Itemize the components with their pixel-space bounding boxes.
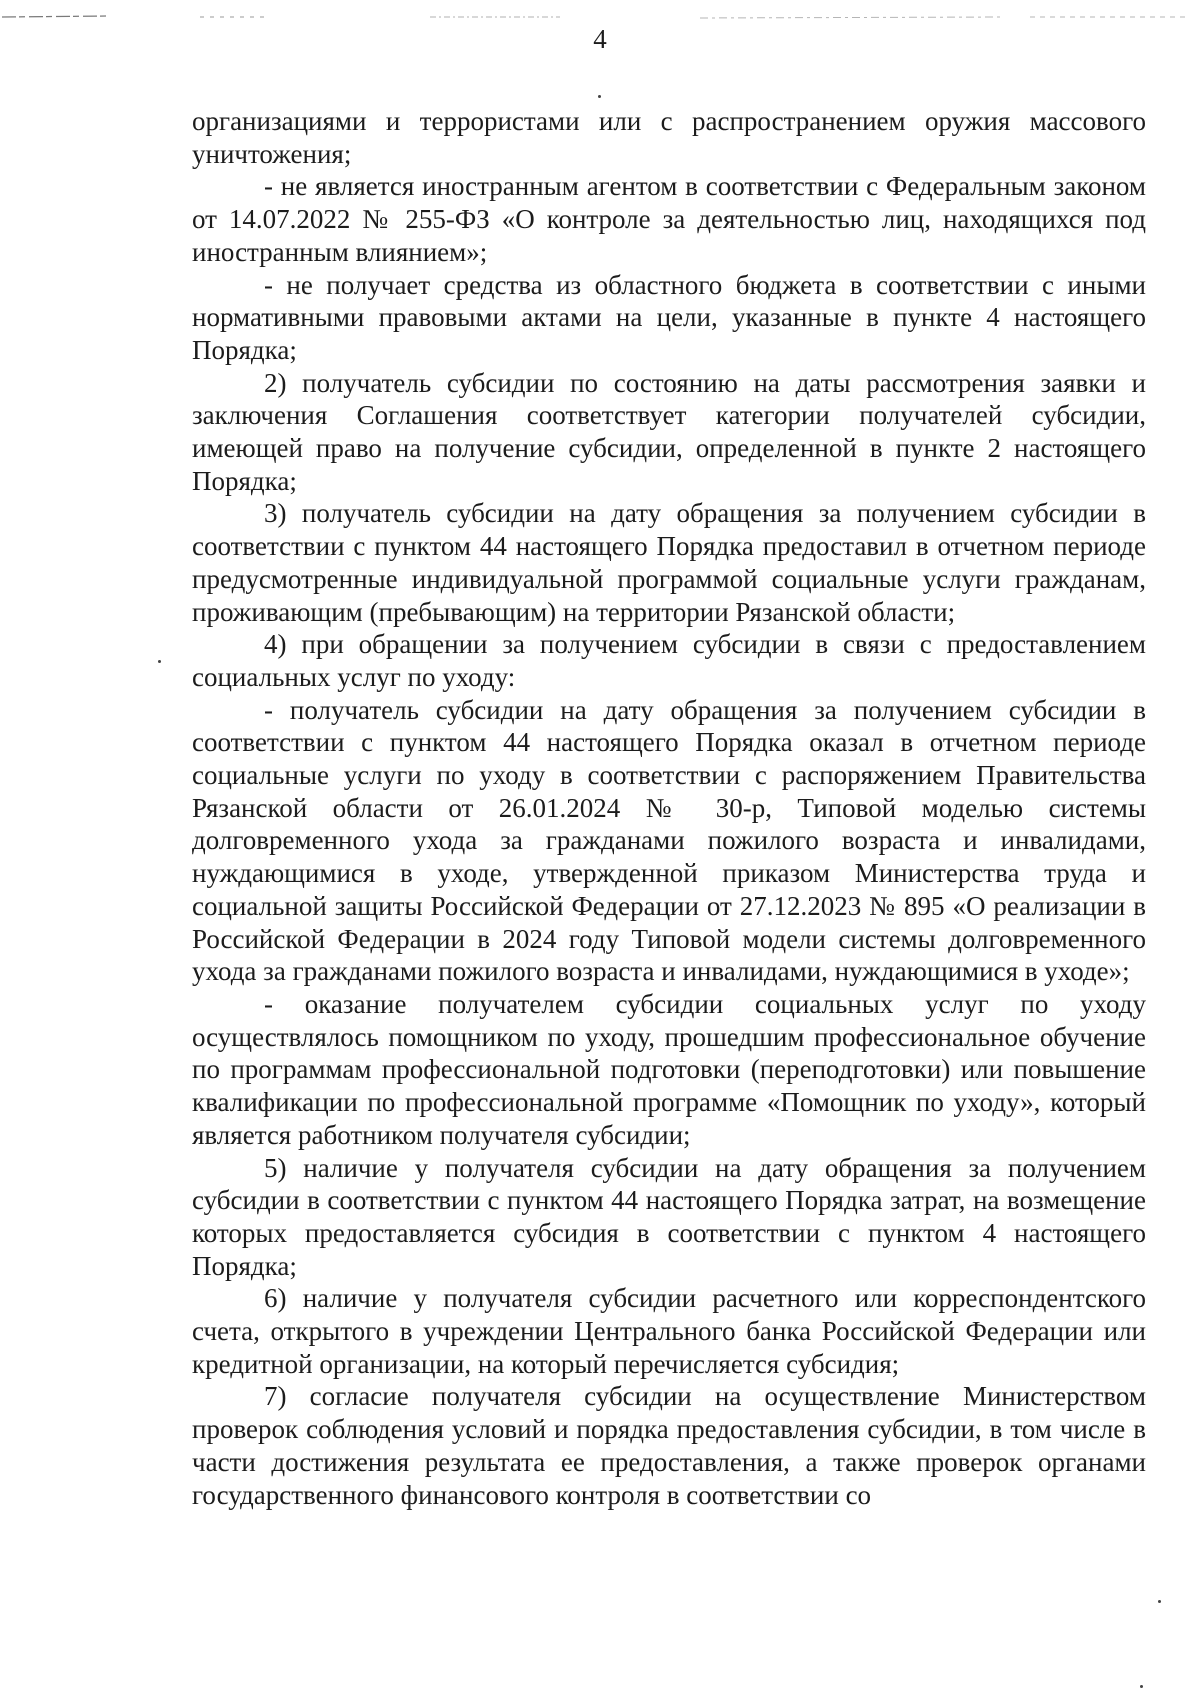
scan-dot: [158, 660, 161, 663]
paragraph-no-regional-funds: - не получает средства из областного бюджета в соответствии с иными нормативными правовыми актами на цели, указанные в пункте 4 настоящего Порядка;: [192, 269, 1146, 365]
paragraph-item-4-care-assistant: - оказание получателем субсидии социальных услуг по уходу осуществлялось помощником по уходу, прошедшим профессиональное обучение по программам профессиональной подготовки (переподготовки) или повышение квалификации по профессиональной программе «Помощник по уходу», который является работником получателя субсидии;: [192, 988, 1146, 1150]
paragraph-item-7: 7) согласие получателя субсидии на осуществление Министерством проверок соблюдения условий и порядка предоставления субсидии, в том числе в части достижения результата ее предоставления, а также проверок органами государственного финансового контроля в соответствии со: [192, 1381, 1146, 1510]
scan-dot: [1140, 1685, 1143, 1688]
scan-dot: [1158, 1600, 1161, 1603]
paragraph-item-3: 3) получатель субсидии на дату обращения за получением субсидии в соответствии с пунктом 44 настоящего Порядка предоставил в отчетном периоде предусмотренные индивидуальной программой социальные услуги гражданам, проживающим (пребывающим) на территории Рязанской области;: [192, 498, 1146, 627]
paragraph-item-6: 6) наличие у получателя субсидии расчетного или корреспондентского счета, открытого в учреждении Центрального банка Российской Федерации или кредитной организации, на который перечисляется субсидия;: [192, 1283, 1146, 1379]
document-body: [192, 105, 1146, 1511]
paragraph-not-foreign-agent: - не является иностранным агентом в соответствии с Федеральным законом от 14.07.2022 № 255-ФЗ «О контроле за деятельностью лиц, находящихся под иностранным влиянием»;: [192, 171, 1146, 267]
paragraph-continuation: организациями и террористами или с распространением оружия массового уничтожения;: [192, 106, 1146, 169]
page-number: 4: [593, 24, 607, 54]
paragraph-item-4: 4) при обращении за получением субсидии в связи с предоставлением социальных услуг по уходу:: [192, 629, 1146, 692]
paragraph-item-4-care-services: - получатель субсидии на дату обращения за получением субсидии в соответствии с пунктом 44 настоящего Порядка оказал в отчетном периоде социальные услуги по уходу в соответствии с распоряжением Правительства Рязанской области от 26.01.2024 № 30-р, Типовой моделью системы долговременного ухода за гражданами пожилого возраста и инвалидами, нуждающимися в уходе, утвержденной приказом Министерства труда и социальной защиты Российской Федерации от 27.12.2023 № 895 «О реализации в Российской Федерации в 2024 году Типовой модели системы долговременного ухода за гражданами пожилого возраста и инвалидами, нуждающимися в уходе»;: [192, 694, 1146, 987]
paragraph-item-5: 5) наличие у получателя субсидии на дату обращения за получением субсидии в соответствии с пунктом 44 настоящего Порядка затрат, на возмещение которых предоставляется субсидия в соответствии с пунктом 4 настоящего Порядка;: [192, 1152, 1146, 1281]
scan-artifact-marks: [0, 14, 1200, 22]
paragraph-item-2: 2) получатель субсидии по состоянию на даты рассмотрения заявки и заключения Соглашения соответствует категории получателей субсидии, имеющей право на получение субсидии, определенной в пункте 2 настоящего Порядка;: [192, 367, 1146, 496]
scan-dot: [598, 95, 601, 98]
